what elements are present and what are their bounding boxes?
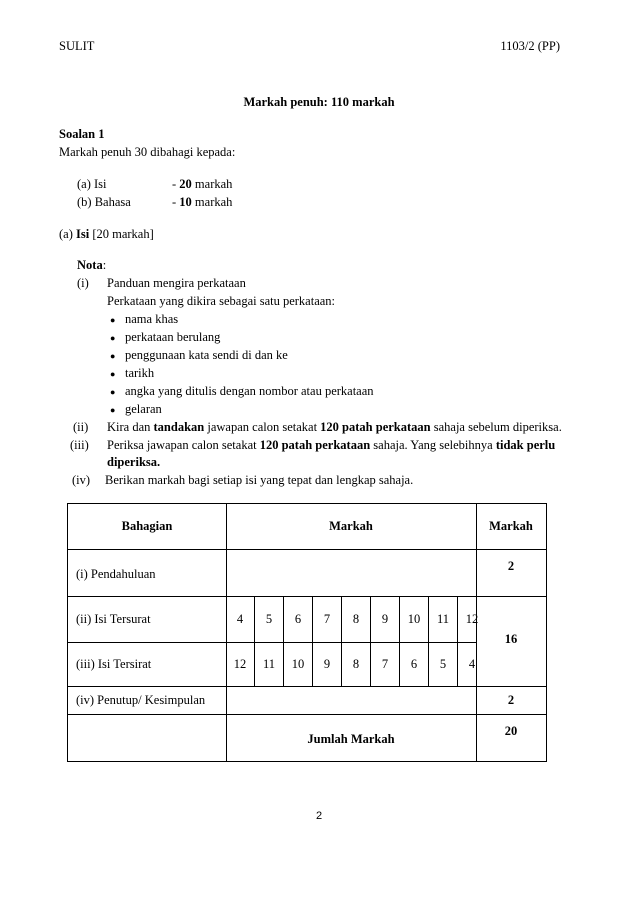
score-cell: 8 xyxy=(352,657,360,671)
score-cell: 12 xyxy=(465,612,479,626)
score-cell: 10 xyxy=(407,612,421,626)
header-sulit: SULIT xyxy=(59,39,95,53)
score-cell: 4 xyxy=(468,657,476,671)
bullet-icon: ● xyxy=(110,405,116,415)
jumlah-markah-label: Jumlah Markah xyxy=(307,732,395,746)
note-ii-text: Kira dan tandakan jawapan calon setakat 120 patah perkataan sahaja sebelum diperiksa. xyxy=(107,420,562,434)
note-ii-number: (ii) xyxy=(73,420,89,434)
score-divider xyxy=(399,596,400,686)
total-pendahuluan: 2 xyxy=(507,559,515,573)
bullet-icon: ● xyxy=(110,369,116,379)
header-bahagian: Bahagian xyxy=(121,519,173,533)
note-iv-text: Berikan markah bagi setiap isi yang tepat dan lengkap sahaja. xyxy=(105,473,414,487)
row-divider xyxy=(68,642,476,643)
score-cell: 6 xyxy=(294,612,302,626)
score-cell: 7 xyxy=(323,612,331,626)
nota-label: Nota: xyxy=(77,258,107,272)
score-cell: 11 xyxy=(262,657,276,671)
row-divider xyxy=(68,549,546,550)
score-cell: 12 xyxy=(233,657,247,671)
score-divider xyxy=(283,596,284,686)
bullet-icon: ● xyxy=(110,351,116,361)
score-cell: 11 xyxy=(436,612,450,626)
score-divider xyxy=(254,596,255,686)
page-number: 2 xyxy=(315,810,323,822)
header-markah: Markah xyxy=(329,519,373,533)
row-label-penutup: (iv) Penutup/ Kesimpulan xyxy=(76,693,206,707)
score-divider xyxy=(457,596,458,686)
total-penutup: 2 xyxy=(507,693,515,707)
column-divider xyxy=(226,504,227,761)
note-iii-text: Periksa jawapan calon setakat 120 patah perkataan sahaja. Yang selebihnya tidak perlu xyxy=(107,438,556,452)
header-markah-total: Markah xyxy=(489,519,533,533)
score-divider xyxy=(312,596,313,686)
row-divider xyxy=(68,686,546,687)
breakdown-value: - 10 markah xyxy=(172,195,233,209)
bullet-icon: ● xyxy=(110,387,116,397)
breakdown-label: (b) Bahasa xyxy=(77,195,131,209)
note-iii-text-cont: diperiksa. xyxy=(107,455,161,469)
list-item: tarikh xyxy=(125,366,155,380)
score-divider xyxy=(370,596,371,686)
note-i-number: (i) xyxy=(77,276,89,290)
question-intro: Markah penuh 30 dibahagi kepada: xyxy=(59,145,236,159)
list-item: gelaran xyxy=(125,402,162,416)
list-item: penggunaan kata sendi di dan ke xyxy=(125,348,288,362)
jumlah-markah-total: 20 xyxy=(504,724,518,738)
row-divider xyxy=(68,596,546,597)
total-isi: 16 xyxy=(504,632,518,646)
list-item: nama khas xyxy=(125,312,179,326)
note-iii-number: (iii) xyxy=(70,438,89,452)
score-cell: 10 xyxy=(291,657,305,671)
note-i-title: Panduan mengira perkataan xyxy=(107,276,246,290)
bullet-icon: ● xyxy=(110,333,116,343)
full-marks-title: Markah penuh: 110 markah xyxy=(243,95,395,109)
score-cell: 7 xyxy=(381,657,389,671)
note-iv-number: (iv) xyxy=(72,473,91,487)
question-title: Soalan 1 xyxy=(59,127,105,141)
score-cell: 5 xyxy=(439,657,447,671)
score-cell: 9 xyxy=(381,612,389,626)
score-cell: 9 xyxy=(323,657,331,671)
bullet-icon: ● xyxy=(110,315,116,325)
score-cell: 5 xyxy=(265,612,273,626)
header-paper-code: 1103/2 (PP) xyxy=(500,39,560,53)
score-cell: 8 xyxy=(352,612,360,626)
breakdown-label: (a) Isi xyxy=(77,177,107,191)
row-label-pendahuluan: (i) Pendahuluan xyxy=(76,567,156,581)
row-label-isi-tersurat: (ii) Isi Tersurat xyxy=(76,612,151,626)
marking-table xyxy=(67,503,547,762)
list-item: angka yang ditulis dengan nombor atau perkataan xyxy=(125,384,374,398)
list-item: perkataan berulang xyxy=(125,330,221,344)
score-divider xyxy=(341,596,342,686)
score-cell: 6 xyxy=(410,657,418,671)
section-a-heading: (a) Isi [20 markah] xyxy=(59,227,154,241)
score-divider xyxy=(428,596,429,686)
row-label-isi-tersirat: (iii) Isi Tersirat xyxy=(76,657,152,671)
note-i-subtitle: Perkataan yang dikira sebagai satu perkataan: xyxy=(107,294,336,308)
row-divider xyxy=(68,714,546,715)
breakdown-value: - 20 markah xyxy=(172,177,233,191)
score-cell: 4 xyxy=(236,612,244,626)
